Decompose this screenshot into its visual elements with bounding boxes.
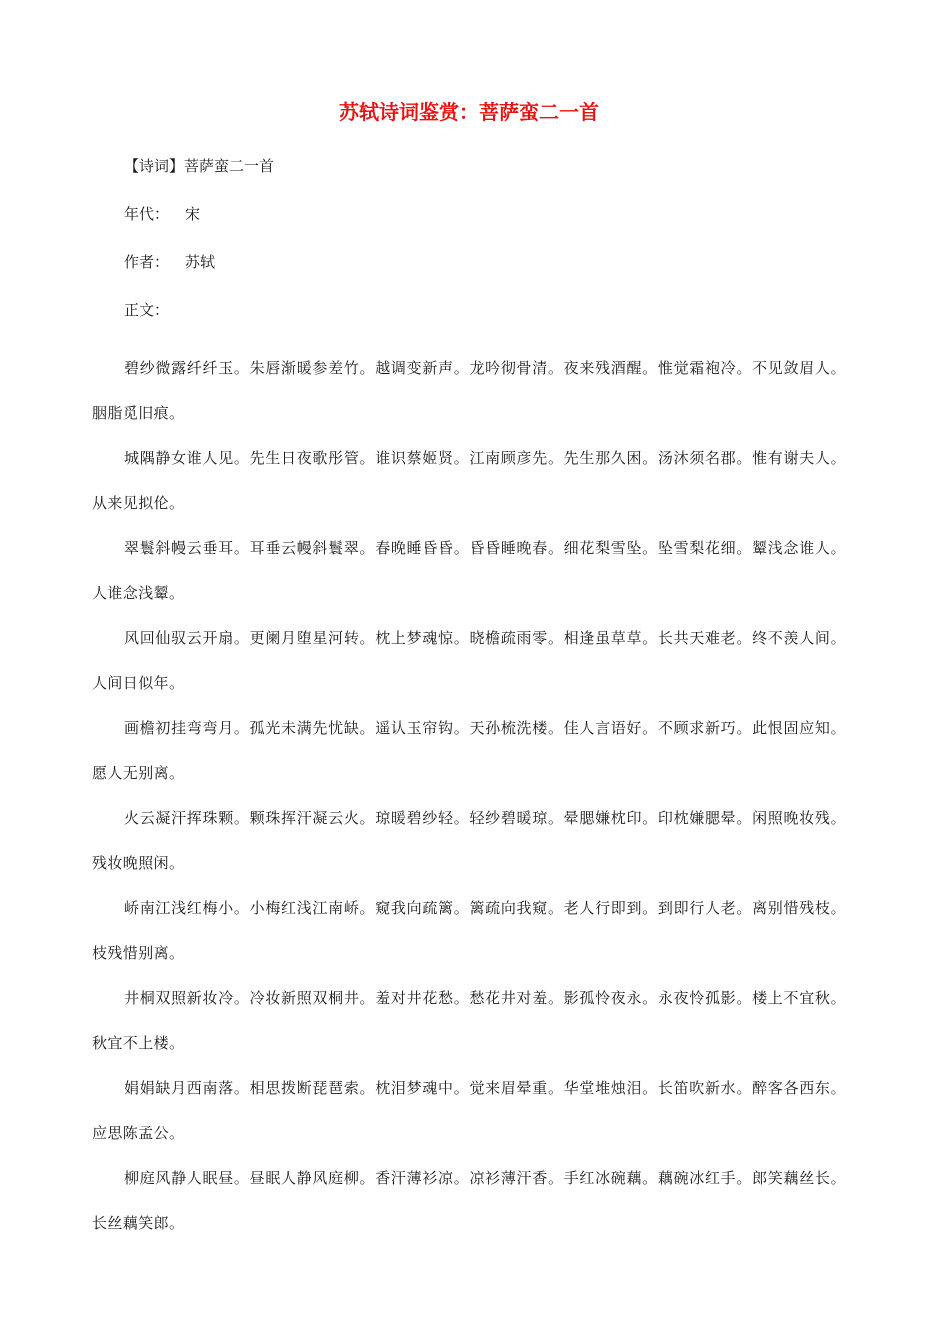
author-value: 苏轼 [185, 253, 216, 271]
poem-title-line [92, 154, 846, 178]
page-title: 苏轼诗词鉴赏：菩萨蛮二一首 [339, 100, 599, 124]
poem-paragraph: 风回仙驭云开扇。更阑月堕星河转。枕上梦魂惊。晓檐疏雨零。相逢虽草草。长共天难老。终不羡人间。人间日似年。 [92, 629, 846, 692]
era-line [92, 202, 846, 226]
poem-paragraph: 井桐双照新妆冷。冷妆新照双桐井。羞对井花愁。愁花井对羞。影孤怜夜永。永夜怜孤影。楼上不宜秋。秋宜不上楼。 [92, 989, 846, 1052]
poem-paragraph: 火云凝汗挥珠颗。颗珠挥汗凝云火。琼暖碧纱轻。轻纱碧暖琼。晕腮嫌枕印。印枕嫌腮晕。闲照晚妆残。残妆晚照闲。 [92, 809, 846, 872]
author-label: 作者： [124, 253, 170, 271]
poem-paragraph: 城隅静女谁人见。先生日夜歌彤管。谁识蔡姬贤。江南顾彦先。先生那久困。汤沐须名郡。惟有谢夫人。从来见拟伦。 [92, 449, 846, 512]
poem-paragraph: 峤南江浅红梅小。小梅红浅江南峤。窥我向疏篱。篱疏向我窥。老人行即到。到即行人老。离别惜残枝。枝残惜别离。 [92, 899, 846, 962]
era-label: 年代： [124, 205, 170, 223]
poem-paragraph: 碧纱微露纤纤玉。朱唇渐暖参差竹。越调变新声。龙吟彻骨清。夜来残酒醒。惟觉霜袍冷。不见敛眉人。胭脂觅旧痕。 [92, 359, 846, 422]
poem-paragraph: 柳庭风静人眠昼。昼眠人静风庭柳。香汗薄衫凉。凉衫薄汗香。手红冰碗藕。藕碗冰红手。郎笑藕丝长。长丝藕笑郎。 [92, 1169, 846, 1232]
author-line [92, 250, 846, 274]
body-label: 正文： [124, 301, 170, 319]
era-value: 宋 [185, 205, 201, 223]
poem-label: 【诗词】 [124, 157, 185, 175]
document-page [92, 96, 846, 1246]
poem-title-value: 菩萨蛮二一首 [184, 157, 275, 175]
poem-paragraph: 娟娟缺月西南落。相思拨断琵琶索。枕泪梦魂中。觉来眉晕重。华堂堆烛泪。长笛吹新水。醉客各西东。应思陈孟公。 [92, 1079, 846, 1142]
poem-paragraph: 翠鬟斜幔云垂耳。耳垂云幔斜鬟翠。春晚睡昏昏。昏昏睡晚春。细花梨雪坠。坠雪梨花细。颦浅念谁人。人谁念浅颦。 [92, 539, 846, 602]
poem-paragraph: 画檐初挂弯弯月。孤光未满先忧缺。遥认玉帘钩。天孙梳洗楼。佳人言语好。不顾求新巧。此恨固应知。愿人无别离。 [92, 719, 846, 782]
body-label-line [92, 298, 846, 322]
